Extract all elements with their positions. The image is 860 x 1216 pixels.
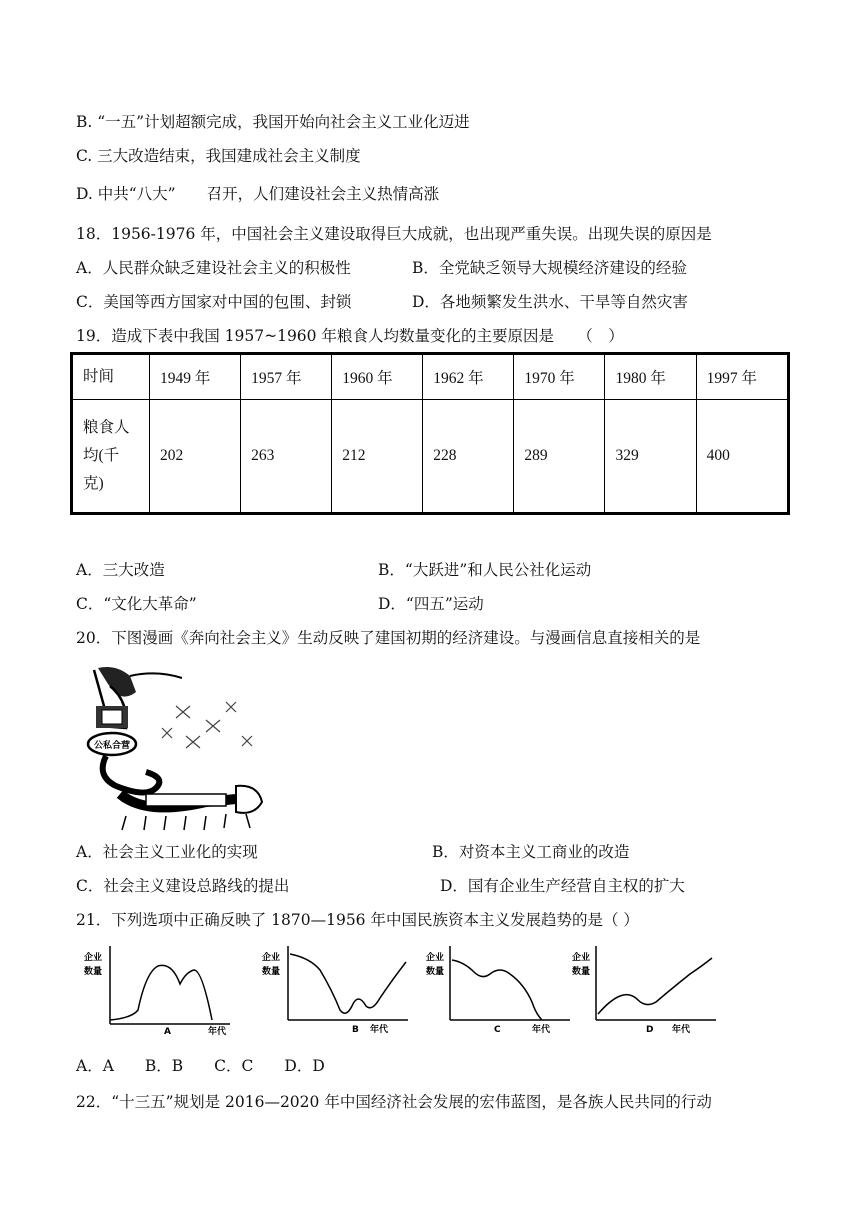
graph-ylabel: 企业 (84, 953, 103, 963)
table-header-cell: 1957 年 (241, 354, 332, 400)
table-header-cell: 1960 年 (332, 354, 423, 400)
graph-ylabel: 企业 (262, 953, 281, 963)
q17-option-d: D. 中共“八大” 召开，人们建设社会主义热情高涨 (76, 185, 440, 203)
table-cell: 228 (423, 400, 514, 514)
table-row-label (72, 400, 150, 514)
graph-ylabel: 企业 (572, 953, 591, 963)
cartoon-illustration (86, 666, 268, 836)
q22-stem: 22．“十三五”规划是 2016—2020 年中国经济社会发展的宏伟蓝图，是各族人民共同的行动 (76, 1093, 712, 1111)
table-cell: 263 (241, 400, 332, 514)
q20-stem: 20．下图漫画《奔向社会主义》生动反映了建国初期的经济建设。与漫画信息直接相关的是 (76, 629, 701, 647)
table-header-cell: 1997 年 (696, 354, 788, 400)
grain-per-capita-table (70, 352, 790, 515)
q19-option-d: D．“四五”运动 (378, 595, 484, 613)
graph-ylabel: 数量 (84, 967, 103, 977)
trend-graph-b (260, 940, 410, 1036)
row-label-line: 粮食人 (83, 419, 130, 436)
graph-letter: A (164, 1027, 171, 1036)
table-header-cell: 1980 年 (605, 354, 696, 400)
q17-option-b: B. “一五”计划超额完成，我国开始向社会主义工业化迈进 (76, 113, 470, 131)
trend-graph-d (570, 940, 720, 1036)
table-row (72, 400, 789, 514)
q20-option-a: A．社会主义工业化的实现 (76, 843, 258, 861)
q18-option-b: B．全党缺乏领导大规模经济建设的经验 (412, 259, 687, 277)
row-label-line: 克) (83, 475, 104, 492)
table-cell: 212 (332, 400, 423, 514)
graph-letter: D (646, 1025, 654, 1035)
q19-stem: 19．造成下表中我国 1957~1960 年粮食人均数量变化的主要原因是 （ ） (76, 327, 624, 345)
table-header-cell: 时间 (72, 354, 150, 400)
graph-ylabel: 企业 (426, 953, 445, 963)
table-header-cell: 1949 年 (150, 354, 241, 400)
q20-option-c: C．社会主义建设总路线的提出 (76, 877, 290, 895)
table-cell: 202 (150, 400, 241, 514)
q18-option-a: A．人民群众缺乏建设社会主义的积极性 (76, 259, 351, 277)
graph-ylabel: 数量 (572, 967, 591, 977)
graph-xlabel: 年代 (532, 1025, 551, 1035)
graph-letter: C (494, 1025, 501, 1035)
trend-graph-c (424, 940, 574, 1036)
graph-xlabel: 年代 (370, 1025, 389, 1035)
q20-option-b: B．对资本主义工商业的改造 (432, 843, 630, 861)
cartoon-sign-text: 公私合营 (93, 741, 131, 751)
table-header-cell: 1962 年 (423, 354, 514, 400)
graph-xlabel: 年代 (208, 1027, 227, 1036)
row-label-line: 均(千 (83, 447, 120, 464)
q18-option-d: D．各地频繁发生洪水、干旱等自然灾害 (412, 293, 688, 311)
graph-letter: B (352, 1025, 359, 1035)
trend-graph-a (82, 940, 232, 1036)
q19-option-a: A．三大改造 (76, 561, 165, 579)
q19-option-c: C．“文化大革命” (76, 595, 197, 613)
graph-ylabel: 数量 (426, 967, 445, 977)
table-header-row (72, 354, 789, 400)
q20-option-d: D．国有企业生产经营自主权的扩大 (440, 877, 685, 895)
q17-option-c: C. 三大改造结束，我国建成社会主义制度 (76, 147, 361, 165)
q19-option-b: B．“大跃进”和人民公社化运动 (378, 561, 592, 579)
q21-stem: 21．下列选项中正确反映了 1870—1956 年中国民族资本主义发展趋势的是（ ） (76, 911, 639, 929)
q18-stem: 18．1956-1976 年，中国社会主义建设取得巨大成就，也出现严重失误。出现失误的原因是 (76, 225, 712, 243)
q18-option-c: C．美国等西方国家对中国的包围、封锁 (76, 293, 352, 311)
q21-answers: A．A B．B C．C D．D (76, 1057, 325, 1075)
table-header-cell: 1970 年 (514, 354, 605, 400)
graph-ylabel: 数量 (262, 967, 281, 977)
table-cell: 289 (514, 400, 605, 514)
table-cell: 329 (605, 400, 696, 514)
table-cell: 400 (696, 400, 788, 514)
graph-xlabel: 年代 (672, 1025, 691, 1035)
